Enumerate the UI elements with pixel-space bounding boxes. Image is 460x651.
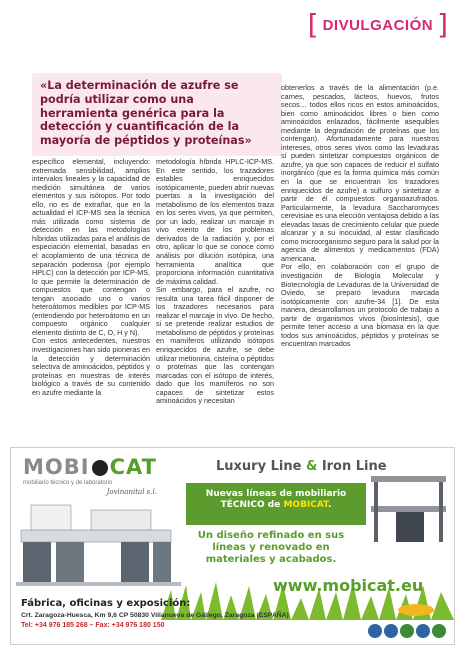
paragraph: Sin embargo, para el azufre, no resulta una tarea fácil disponer de los trazadores necesarios para realizar el marcaje in vivo. De hecho, si se pretende realizar estudios de metabolismo de péptidos y proteínas en mamíferos utilizando isótopos enriquecidos de azufre, se debe utilizar metionina, cisteína o péptidos o proteínas que las contengan marcadas con el isótopo de interés, dado que los mamíferos no son capaces de sintetizar estos aminoácidos y necesitan: [156, 285, 274, 406]
footer-title: Fábrica, oficinas y exposición:: [21, 598, 191, 609]
certification-badges: [368, 624, 446, 638]
paragraph: Con estos antecedentes, nuestros investigaciones han sido pioneras en la detección y determinación selectiva de aminoácidos, péptidos y proteínas en muestras de interés biológico a través de su contenido en azufre mediante la: [32, 336, 150, 397]
logo-signature: Jovinanital s.l.: [106, 488, 157, 496]
cert-badge-icon: [384, 624, 398, 638]
promo-text: TÉCNICO de: [220, 500, 284, 510]
luxury-line-label: Luxury Line: [216, 459, 302, 474]
paragraph: Por ello, en colaboración con el grupo de investigación de Biología Molecular y Biotecnología de Levaduras de la Universidad de Oviedo, se preparó levadura marcada isotópicamente con azufre-34 [1]. De esta manera, desarrollamos un protocolo de trabajo a partir de organismos vivos (biosíntesis), que permite tener acceso a una biomasa en la que todos sus aminoácidos, péptidos y proteínas se encuentran marcados: [281, 262, 439, 349]
cert-badge-icon: [416, 624, 430, 638]
ampersand: &: [305, 459, 318, 474]
mobicat-logo: [23, 455, 157, 496]
cert-badge-icon: [432, 624, 446, 638]
promo-description: Un diseño refinado en sus líneas y renovado en materiales y acabados.: [197, 530, 345, 565]
paragraph: obtenerlos a través de la alimentación (p.e. carnes, pescados, lácteos, huevos, frutos secos… todos ellos ricos en estos aminoácidos, bien como aminoácidos libres o bien como aminoácidos enlazados, fácilmente asequibles mediante la degradación de proteínas que los contengan). Afortunadamente para nuestros intereses, otros seres vivos como las levaduras sí pueden sintetizar compuestos orgánicos de azufre, ya que son capaces de reducir el sulfato inorgánico (que es la forma química más común en la que se encuentran los trazadores enriquecidos de azufre) a sulfuro y sintetizar a partir de él compuestos organoazufrados. Particularmente, la levadura Saccharomyces cerevisiae es una elección ventajosa debido a las elevadas tasas de crecimiento celular que puede alcanzar y a su inocuidad, al estar clasificado como microorganismo seguro para la salud por la agencia de alimentos y medicamentos (FDA) americana.: [281, 84, 439, 263]
article-column-2: [156, 158, 274, 441]
promo-box: [186, 483, 366, 525]
footer-address: Crt. Zaragoza-Huesca, Km 9,6 CP 50830 Villanueva de Gállego, Zaragoza (ESPAÑA): [21, 612, 289, 619]
lab-rack-illustration: [366, 466, 451, 551]
promo-period: .: [327, 500, 332, 510]
cert-badge-icon: [400, 624, 414, 638]
paragraph: específico elemental, incluyendo: extremada sensibilidad, amplios intervalos lineales y la capacidad de medición simultánea de varios elementos y sus isótopos. Por todo ello, no es de extrañar, que en la actualidad el ICP-MS sea la técnica más utilizada como sistema de detección en las metodologías híbridas utilizadas para el análisis de especiación elemental, basadas en el acoplamiento de una técnica de separación poderosa (por ejemplo HPLC) con la detección por ICP-MS, lo que permite la determinación de compuestos que contengan o tengan asociado uno o varios heteroátomos medibles por ICP-MS (entendiendo por heteroátomo en un compuesto orgánico cualquier elemento distinto de C, O, H y N).: [32, 158, 150, 337]
footer-phone: Tel: +34 976 185 268 – Fax: +34 976 180 150: [21, 622, 165, 629]
left-bracket: [: [307, 8, 319, 41]
website-link[interactable]: www.mobicat.eu: [273, 576, 424, 595]
promo-title-line1: Nuevas líneas de mobiliario: [205, 489, 347, 499]
logo-word-cat: CAT: [109, 455, 157, 479]
pull-quote-text: «La determinación de azufre se podría utilizar como una herramienta genérica para la detección y cuantificación de la mayoría de péptidos y proteínas»: [40, 79, 252, 148]
article-column-1: [32, 158, 150, 441]
section-header: [308, 10, 448, 40]
logo-subtitle: mobiliario técnico y de laboratorio: [23, 480, 113, 486]
right-bracket: ]: [437, 8, 448, 41]
product-lines-heading: [216, 459, 387, 474]
section-title: DIVULGACIÓN: [322, 16, 434, 34]
cert-badge-icon: [368, 624, 382, 638]
paragraph: metodología híbrida HPLC-ICP-MS. En este sentido, los trazadores estables enriquecidos isotópicamente, pueden abrir nuevas puertas a la investigación del metabolismo de los elementos traza en los seres vivos, ya que permiten, por un lado, realizar un marcaje in vivo exento de los problemas derivados de la radiación y, por el otro, aplicar lo que se conoce como análisis por dilución isotópica, una herramienta analítica que proporciona información cuantitativa de máxima calidad.: [156, 158, 274, 286]
article-column-3: [281, 84, 439, 441]
promo-brand: MOBICAT: [283, 500, 328, 510]
promo-title-line2: [190, 500, 362, 511]
logo-word-mobi: MOBI: [23, 455, 90, 479]
lab-furniture-illustration: [11, 500, 186, 592]
cat-head-icon: [92, 460, 108, 476]
mobicat-advertisement[interactable]: [10, 447, 455, 645]
iron-line-label: Iron Line: [321, 459, 387, 474]
pull-quote: [32, 73, 282, 156]
